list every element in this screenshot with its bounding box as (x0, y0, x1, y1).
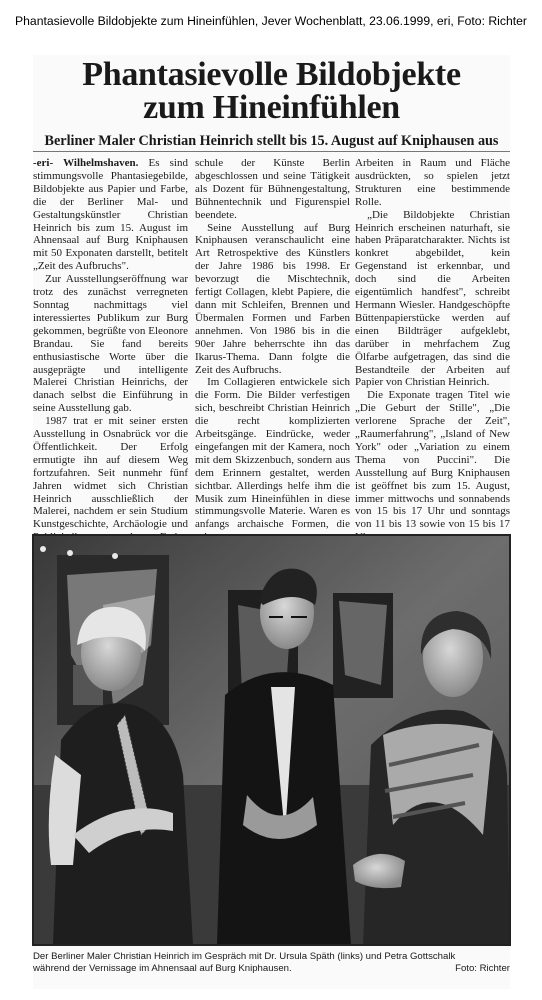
photo-caption (33, 951, 510, 975)
paragraph: Die Exponate tragen Titel wie „Die Geburt der Stille", „Die verlorene Sprache der Zeit", „Raumerfahrung", „Island of New York" oder „Variation zu einem Thema von Puccini". Die Ausstellung auf Burg Kniphausen ist geöffnet bis zum 15. August, immer mittwochs und sonnabends von 15 bis 17 Uhr und sonntags von 11 bis 13 sowie von 15 bis 17 (355, 389, 510, 531)
article-column-3 (355, 157, 510, 529)
paragraph: 1987 trat er mit seiner ersten Ausstellung in Osnabrück vor die Öffentlichkeit. Der Erfolg ermutigte ihn auf diesem Weg fortzufahren. Seit nunmehr fünf Jahren widmet sich Christian Heinrich ausschließlich der Malerei, nachdem er sein Studium Kunstgeschichte, Archäologie und (33, 415, 188, 531)
paragraph: Arbeiten in Raum und Fläche ausdrückten, so spielen jetzt Strukturen eine bestimmende Rolle. (355, 157, 510, 208)
article-column-1 (33, 157, 188, 529)
subheadline: Berliner Maler Christian Heinrich stellt bis 15. August auf Kniphausen aus (44, 133, 499, 149)
divider-rule (33, 151, 510, 152)
newspaper-clipping (33, 55, 510, 989)
article-column-2 (195, 157, 350, 529)
source-line: Phantasievolle Bildobjekte zum Hineinfühlen, Jever Wochenblatt, 23.06.1999, eri, Foto: Richter (15, 14, 527, 28)
headline-line-1: Phantasievolle Bildobjekte (82, 56, 461, 93)
paragraph: Im Collagieren entwickele sich die Form. Die Bilder verfestigen sich, beschreibt Christian Heinrich die recht komplizierten Arbeitsgänge. Eindrücke, weder eingefangen mit der Kamera, noch mit dem Skizzenbuch, sondern aus dem Erinnern gestaltet, werden sichtbar. Allerdings helfe ihm die Musik zum Hineinfühlen in diese stimmungsvolle Materie. Waren es anfangs archaische Formen, die (195, 376, 350, 531)
dateline: -eri- Wilhelmshaven. (33, 157, 139, 169)
vernissage-photo (33, 535, 510, 945)
paragraph-text: Es sind stimmungsvolle Phantasiegebilde, Bildobjekte aus Papier und Farbe, die der Berliner Mal- und Gestaltungskünstler Christian Heinrich bis zum 15. August im Ahnensaal auf Burg Kniphausen mit 50 Exponaten darstellt, betitelt „Zeit des Aufbruchs". (33, 157, 188, 273)
headline (33, 58, 510, 124)
photo-credit: Foto: Richter (455, 963, 510, 974)
paragraph: Zur Ausstellungseröffnung war trotz des zunächst verregneten Sonntag nachmittags viel interessiertes Publikum zur Burg gekommen, begrüßte von Eleonore Brandau. Sie fand bereits enthusiastische Worte über die ausgeprägte und intelligente Malerei Christian Heinrichs, der danach selbst die Einführung in seine Ausstellung gab. (33, 273, 188, 415)
paragraph: schule der Künste Berlin abgeschlossen und seine Tätigkeit als Dozent für Bühnengestaltung, Bühnentechnik und Figurenspiel beendete. (195, 157, 350, 221)
headline-line-2: zum Hineinfühlen (143, 89, 400, 126)
paragraph (33, 157, 188, 273)
caption-line-1: Der Berliner Maler Christian Heinrich im Gespräch mit Dr. Ursula Späth (links) und Petra Gottschalk (33, 951, 456, 962)
painting-right (333, 593, 393, 698)
paragraph: „Die Bildobjekte Christian Heinrich erscheinen naturhaft, sie haben Präparatcharakter. Nichts ist konkret abgebildet, kein Gegenstand ist erkennbar, und doch sind die Arbeiten eigentümlich handfest", schreibt Hermann Wiesler. Handgeschöpfte Büttenpapierstücke werden auf einen Bildträger aufgeklebt, darüber in mehrfachem Zug Ölfarbe aufgetragen, das sind die Bestandteile der Arbeiten auf Papier von Christian Heinrich. (355, 208, 510, 389)
caption-line-2: während der Vernissage im Ahnensaal auf Burg Kniphausen. (33, 963, 292, 974)
paragraph: Seine Ausstellung auf Burg Kniphausen veranschaulicht eine Art Retrospektive des Künstlers der Jahre 1986 bis 1998. Er bevorzugt die Mischtechnik, fertigt Collagen, klebt Papiere, die dann mit Schleifen, Brennen und Übermalen Formen und Farben annehmen. Von 1986 bis in die 90er Jahre beherrschte ihn das Ikarus-Thema. Dann folgte die Zeit des Aufbruchs. (195, 221, 350, 376)
